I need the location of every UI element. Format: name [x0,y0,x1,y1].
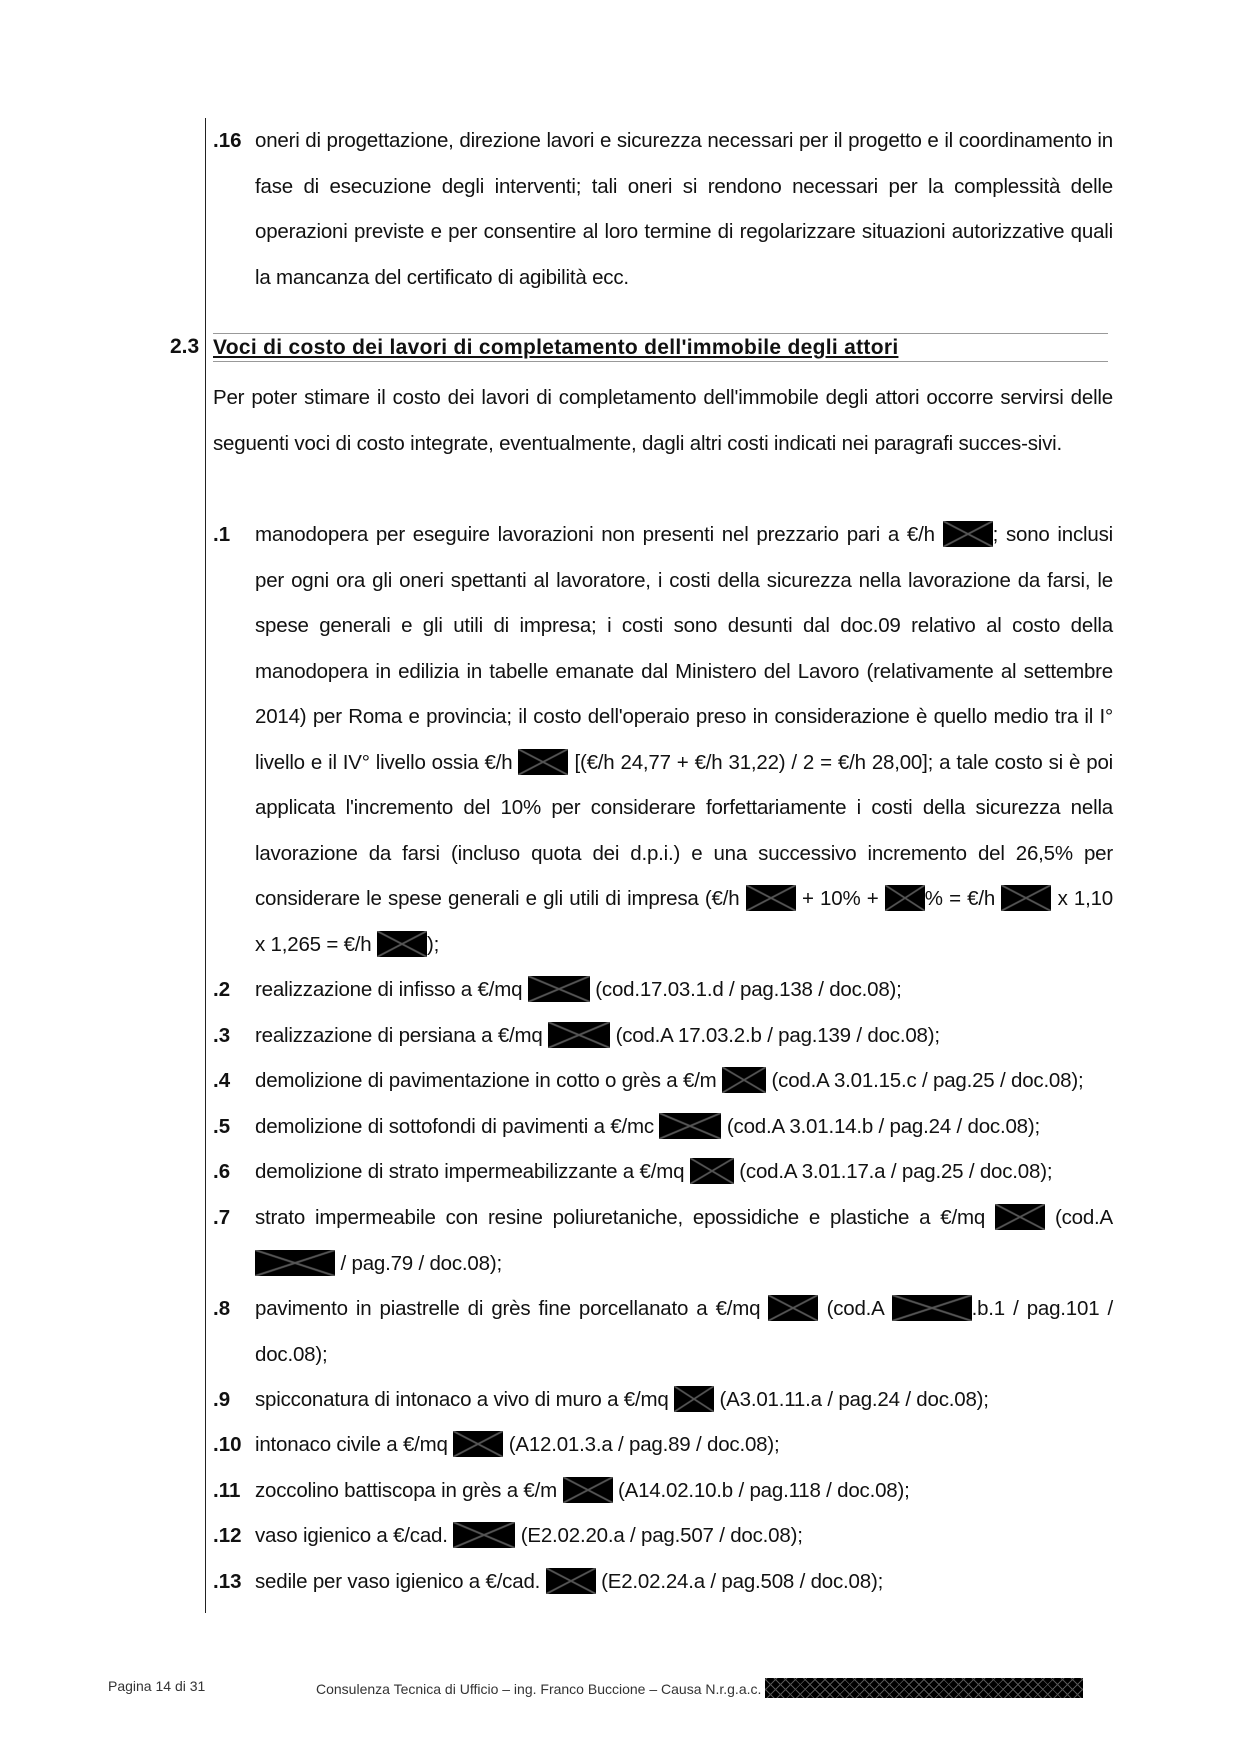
redaction-box [453,1431,503,1457]
item-text: zoccolino battiscopa in grès a €/m (A14.02.10.b / pag.118 / doc.08); [255,1479,910,1502]
item-number: .10 [213,1433,242,1456]
list-item [213,1195,1113,1286]
redaction-box [995,1204,1045,1230]
redaction-box [1001,885,1051,911]
item-text: spicconatura di intonaco a vivo di muro a €/mq (A3.01.11.a / pag.24 / doc.08); [255,1388,989,1411]
section-title: Voci di costo dei lavori di completamento dell'immobile degli attori [213,333,1108,362]
item-text: strato impermeabile con resine poliuretaniche, epossidiche e plastiche a €/mq (cod.A / pag.79 / doc.08); [255,1206,1113,1275]
redaction-box [765,1678,1083,1698]
item-number: .1 [213,523,231,546]
section-number: 2.3 [170,335,200,358]
item-number: .12 [213,1524,242,1547]
redaction-box [518,749,568,775]
item-number: .6 [213,1160,231,1183]
item-number: .7 [213,1206,231,1229]
list-item [213,512,1113,967]
footer-text: Consulenza Tecnica di Ufficio – ing. Franco Buccione – Causa N.r.g.a.c. [316,1678,1083,1698]
list-item [213,1104,1113,1150]
item-text: intonaco civile a €/mq (A12.01.3.a / pag.89 / doc.08); [255,1433,780,1456]
redaction-box [892,1295,972,1321]
page-number: Pagina 14 di 31 [108,1678,206,1694]
item-text: sedile per vaso igienico a €/cad. (E2.02.24.a / pag.508 / doc.08); [255,1570,884,1593]
item-number: .9 [213,1388,231,1411]
item-number: .5 [213,1115,231,1138]
list-item [213,1559,1113,1605]
redaction-box [255,1250,335,1276]
list-item [213,1013,1113,1059]
item-text: manodopera per eseguire lavorazioni non presenti nel prezzario pari a €/h ; sono inclusi per ogni ora gli oneri spettanti al lavoratore, i costi della sicurezza nella lavorazione da farsi, le spese generali e gli utili di impresa; i costi sono desunti dal doc.09 relativo al costo della manodopera in edilizia in tabelle emanate dal Ministero del Lavoro (relativamente al settembre 2014) per Roma e provincia; il costo dell'operaio preso in considerazione è quello medio tra il I° livello e il IV° livello ossia €/h [(€/h 24,77 + €/h 31,22) / 2 = €/h 28,00]; a tale costo si è poi applicata l'incremento del 10% per considerare forfettariamente i costi della sicurezza nella lavorazione da farsi (incluso quota dei d.p.i.) e una successivo incremento del 26,5% per considerare le spese generali e gli utili di impresa (€/h + 10% + % = €/h x 1,10 x 1,265 = €/h ); [255,523,1114,956]
redaction-box [674,1386,714,1412]
item-text: vaso igienico a €/cad. (E2.02.20.a / pag.507 / doc.08); [255,1524,803,1547]
redaction-box [768,1295,818,1321]
section-intro: Per poter stimare il costo dei lavori di completamento dell'immobile degli attori occorre servirsi delle seguenti voci di costo integrate, eventualmente, dagli altri costi indicati nei paragrafi succes-sivi. [213,386,1113,455]
redaction-box [528,976,590,1002]
list-item [213,1286,1113,1377]
redaction-box [746,885,796,911]
item-number: .4 [213,1069,231,1092]
item-text: demolizione di strato impermeabilizzante a €/mq (cod.A 3.01.17.a / pag.25 / doc.08); [255,1160,1053,1183]
redaction-box [722,1067,766,1093]
list-item [213,1058,1113,1104]
item-text: realizzazione di persiana a €/mq (cod.A 17.03.2.b / pag.139 / doc.08); [255,1024,940,1047]
item-number: .11 [213,1479,241,1502]
redaction-box [377,931,427,957]
list-item [213,1377,1113,1423]
item-number: .8 [213,1297,231,1320]
margin-rule [205,118,206,1613]
list-item [213,1422,1113,1468]
item-text: demolizione di pavimentazione in cotto o grès a €/m (cod.A 3.01.15.c / pag.25 / doc.08); [255,1069,1084,1092]
redaction-box [659,1113,721,1139]
redaction-box [690,1158,734,1184]
redaction-box [548,1022,610,1048]
list-item [213,1468,1113,1514]
item-text: realizzazione di infisso a €/mq (cod.17.03.1.d / pag.138 / doc.08); [255,978,902,1001]
redaction-box [885,885,925,911]
list-item [213,1513,1113,1559]
list-item [213,1149,1113,1195]
item-number: .16 [213,129,242,152]
redaction-box [453,1522,515,1548]
item-text: demolizione di sottofondi di pavimenti a €/mc (cod.A 3.01.14.b / pag.24 / doc.08); [255,1115,1040,1138]
item-number: .2 [213,978,231,1001]
list-item [213,967,1113,1013]
redaction-box [563,1477,613,1503]
redaction-box [546,1568,596,1594]
item-number: .3 [213,1024,231,1047]
item-number: .13 [213,1570,242,1593]
list-item [213,118,1113,300]
item-text: pavimento in piastrelle di grès fine porcellanato a €/mq (cod.A .b.1 / pag.101 / doc.08); [255,1297,1113,1366]
item-text: oneri di progettazione, direzione lavori e sicurezza necessari per il progetto e il coordinamento in fase di esecuzione degli interventi; tali oneri si rendono necessari per la complessità delle operazioni previste e per consentire al loro termine di regolarizzare situazioni autorizzative quali la mancanza del certificato di agibilità ecc. [255,129,1113,289]
redaction-box [943,521,993,547]
